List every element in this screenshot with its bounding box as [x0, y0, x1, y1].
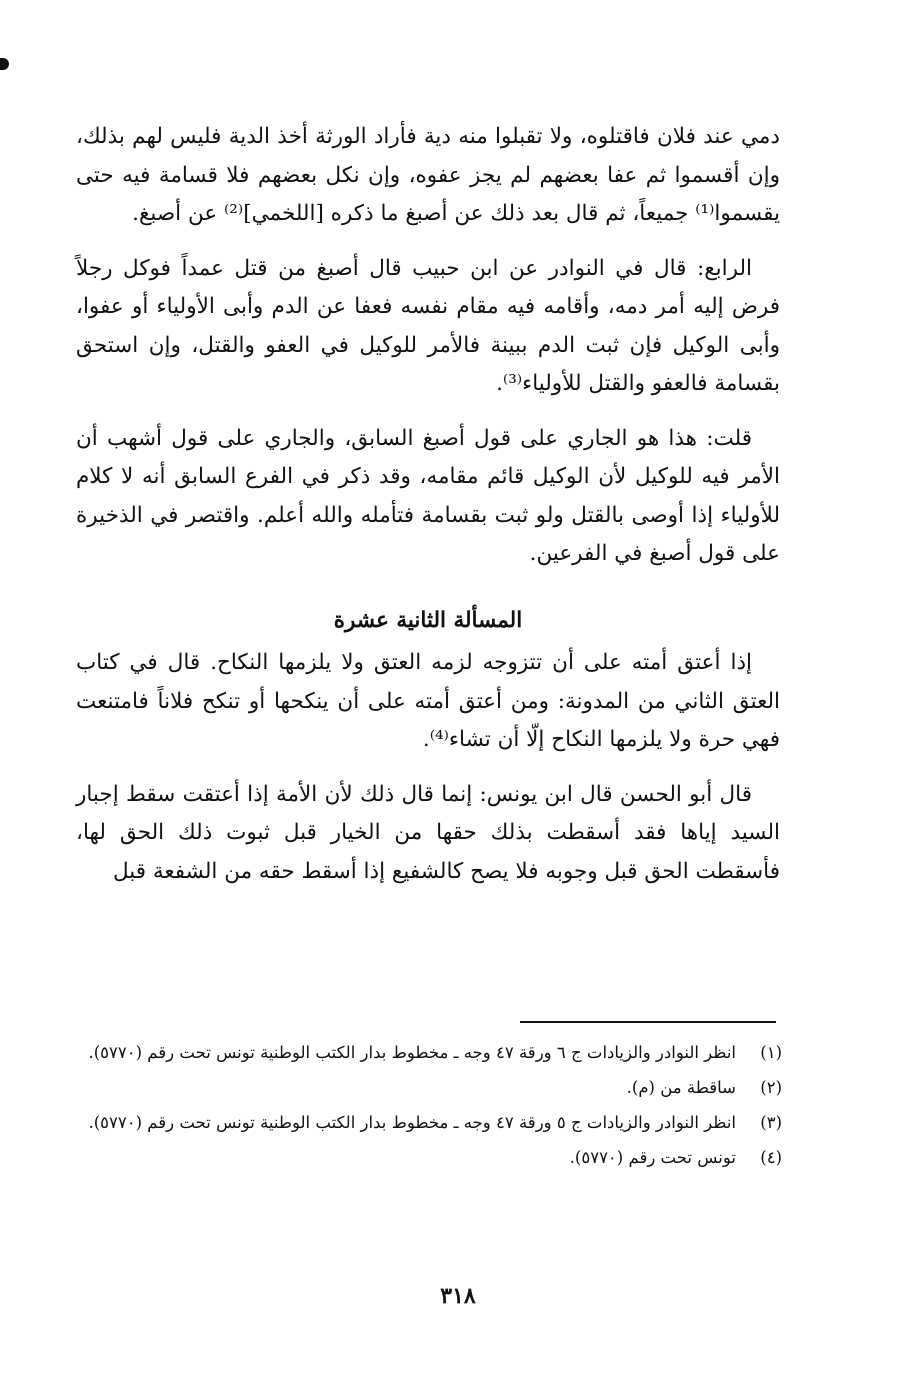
footnote-3	[80, 1108, 782, 1137]
main-text	[76, 118, 780, 907]
footnote-text: ساقطة من (م).	[626, 1078, 736, 1097]
footnote-4	[80, 1143, 782, 1172]
footnote-text: انظر النوادر والزيادات ج ٦ ورقة ٤٧ وجه ـ مخطوط بدار الكتب الوطنية تونس تحت رقم (٥٧٧٠).	[88, 1043, 736, 1062]
footnote-2	[80, 1073, 782, 1102]
paragraph-5: قال أبو الحسن قال ابن يونس: إنما قال ذلك لأن الأمة إذا أعتقت سقط إجبار السيد إياها فقد أسقطت بذلك حقها من الخيار قبل ثبوت ذلك الحق لها، فأسقطت الحق قبل وجوبه فلا يصح كالشفيع إذا أسقط حقه من الشفعة قبل	[76, 781, 780, 884]
paragraph-4: إذا أعتق أمته على أن تتزوجه لزمه العتق ولا يلزمها النكاح. قال في كتاب العتق الثاني من المدونة: ومن أعتق أمته على أن ينكحها أو تنكح فلاناً فامتنعت فهي حرة ولا يلزمها النكاح إلّا أن تشاء⁽⁴⁾.	[76, 650, 780, 752]
scan-edge-mark	[0, 58, 9, 70]
footnote-separator	[520, 1021, 776, 1023]
footnote-text: انظر النوادر والزيادات ج ٥ ورقة ٤٧ وجه ـ مخطوط بدار الكتب الوطنية تونس تحت رقم (٥٧٧٠).	[88, 1113, 736, 1132]
footnote-number: (٣)	[760, 1113, 782, 1132]
paragraph-2: الرابع: قال في النوادر عن ابن حبيب قال أصبغ من قتل عمداً فوكل رجلاً فرض إليه أمر دمه، وأقامه فيه مقام نفسه فعفا عن الدم وأبى الأولياء أو عفوا، وأبى الوكيل فإن ثبت الدم ببينة فالأمر للوكيل في العفو والقتل، وإن استحق بقسامة فالعفو والقتل للأولياء⁽³⁾.	[76, 255, 780, 396]
footnote-1	[80, 1038, 782, 1067]
footnote-text: تونس تحت رقم (٥٧٧٠).	[569, 1148, 736, 1167]
footnotes	[80, 1038, 782, 1178]
footnote-number: (٢)	[760, 1078, 782, 1097]
page-number: ٣١٨	[440, 1283, 476, 1309]
footnote-number: (١)	[760, 1043, 782, 1062]
paragraph-3: قلت: هذا هو الجاري على قول أصبغ السابق، والجاري على قول أشهب أن الأمر فيه للوكيل لأن الوكيل قائم مقامه، وقد ذكر في الفرع السابق أنه لا كلام للأولياء إذا أوصى بالقتل ولو ثبت بقسامة فتأمله والله أعلم. واقتصر في الذخيرة على قول أصبغ في الفرعين.	[76, 425, 780, 566]
footnote-number: (٤)	[760, 1148, 782, 1167]
paragraph-1: دمي عند فلان فاقتلوه، ولا تقبلوا منه دية فأراد الورثة أخذ الدية فليس لهم بذلك، وإن أقسموا ثم عفا بعضهم لم يجز عفوه، وإن نكل بعضهم فلا قسامة فيه حتى يقسموا⁽¹⁾ جميعاً، ثم قال بعد ذلك عن أصبغ ما ذكره [اللخمي]⁽²⁾ عن أصبغ.	[76, 124, 780, 226]
section-title: المسألة الثانية عشرة	[333, 607, 523, 633]
